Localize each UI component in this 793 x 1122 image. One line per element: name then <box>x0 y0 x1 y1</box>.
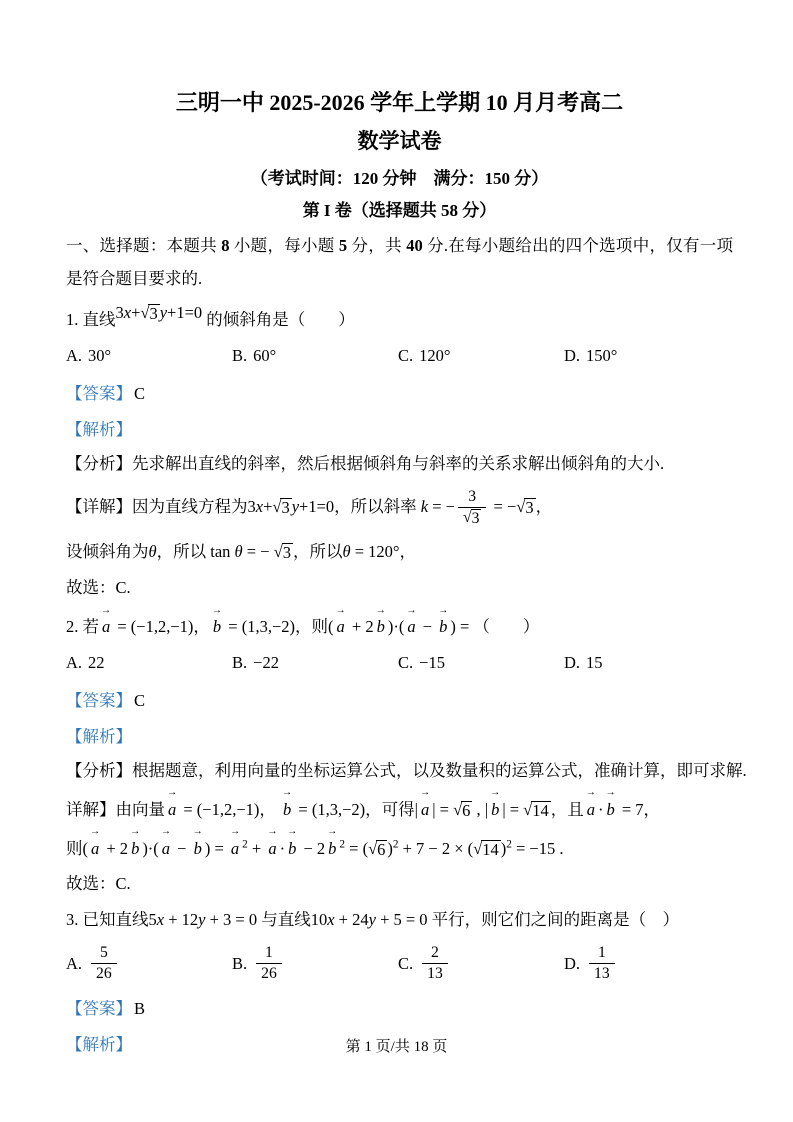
text-run: + 5 = 0 平行，则它们之间的距离是（ ） <box>375 910 680 930</box>
math-variable: y <box>159 303 168 323</box>
q3-stem <box>66 908 733 932</box>
superscript: 2 <box>339 838 346 851</box>
option-value <box>253 344 276 368</box>
text-run: −22 <box>253 652 279 672</box>
answer-label: 【答案】 <box>66 690 132 710</box>
denominator <box>458 508 486 528</box>
vector <box>267 826 278 861</box>
text-run: − <box>173 838 191 858</box>
q1-options <box>66 344 733 368</box>
text-run: 3 <box>468 487 477 505</box>
q2-answer <box>66 687 733 711</box>
radical-icon: √ <box>523 799 533 819</box>
text-run: 10 <box>310 910 328 930</box>
math-variable: y <box>291 496 300 516</box>
text-run: 5 <box>148 910 157 930</box>
vector <box>211 604 223 639</box>
vector-arrow-icon: → <box>211 604 223 616</box>
vector-letter: a <box>230 838 240 858</box>
text-run: ) <box>500 838 507 858</box>
option-a <box>66 344 232 368</box>
text-run: 小题，每小题 <box>229 235 339 255</box>
q2-analysis <box>66 759 747 783</box>
text-run: 3 <box>525 497 534 517</box>
vector-letter: a <box>407 616 416 636</box>
option-c <box>398 344 564 368</box>
option-d <box>564 344 733 368</box>
text-run: = − <box>489 496 517 516</box>
text-run: 3 <box>471 509 480 527</box>
q1-stem <box>66 303 733 332</box>
vector <box>282 787 293 822</box>
fraction <box>589 944 615 983</box>
radicand <box>481 840 501 860</box>
vector <box>490 787 501 822</box>
option-label: D. <box>564 652 581 672</box>
vector-arrow-icon: → <box>192 826 203 838</box>
vector <box>130 826 141 861</box>
text-run: + <box>263 496 273 516</box>
superscript: 2 <box>392 838 399 851</box>
denominator <box>256 964 282 983</box>
option-value <box>419 344 450 368</box>
option-label: C. <box>398 346 414 366</box>
text-run: + <box>131 303 141 323</box>
vector <box>90 826 101 861</box>
vector <box>585 787 596 822</box>
option-value <box>253 651 279 675</box>
text-run: 22 <box>88 652 105 672</box>
text-run: 3. 已知直线 <box>66 910 149 930</box>
vector-letter: a <box>420 799 430 819</box>
option-b <box>232 944 398 983</box>
text-run: 13 <box>594 965 610 983</box>
math-variable: y <box>368 910 376 930</box>
text-run: = 7， <box>617 799 661 819</box>
exam-title: 三明一中 2025-2026 学年上学期 10 月月考高二 <box>175 90 624 115</box>
text-run: | = <box>432 799 454 819</box>
square-root <box>453 801 472 821</box>
radicand <box>524 498 535 518</box>
vector <box>167 787 178 822</box>
text-run: + 2 <box>347 616 374 636</box>
text-run: + 3 = 0 与直线 <box>205 910 311 930</box>
vector-arrow-icon: → <box>335 604 346 616</box>
vector-letter: a <box>168 799 177 819</box>
text-run: + 2 <box>102 838 129 858</box>
answer-label: 【答案】 <box>66 384 132 404</box>
vector-arrow-icon: → <box>585 787 596 799</box>
math-variable: y <box>198 910 206 930</box>
text-run: 5 <box>99 944 108 962</box>
text-run: 60° <box>253 346 277 366</box>
vector-letter: b <box>606 799 615 819</box>
vector <box>335 604 346 639</box>
text-run: +1=0 <box>299 496 335 516</box>
math-variable: x <box>327 910 335 930</box>
vector-arrow-icon: → <box>160 826 172 838</box>
vector-letter: a <box>91 838 100 858</box>
vector-arrow-icon: → <box>438 604 449 616</box>
exam-subtitle: 数学试卷 <box>357 128 442 153</box>
text-run: 分，共 <box>347 235 407 255</box>
radical-icon: √ <box>273 542 283 561</box>
text-run: 2 <box>431 944 439 962</box>
exam-info: （考试时间：120 分钟 满分：150 分） <box>250 168 549 188</box>
text-run: ，所以 tan <box>156 542 235 561</box>
q2-analysis-label <box>66 723 733 747</box>
vector-arrow-icon: → <box>90 826 101 838</box>
vector-letter: a <box>268 838 277 858</box>
vector-arrow-icon: → <box>229 826 241 838</box>
text-run: · <box>279 838 286 858</box>
text-run: )·( <box>142 838 159 858</box>
square-root <box>523 801 551 821</box>
text-run: 【详解】因为直线方程为 <box>66 496 248 516</box>
q1-analysis-label <box>66 416 733 440</box>
vector-arrow-icon: → <box>167 787 178 799</box>
vector-arrow-icon: → <box>419 787 431 799</box>
radicand <box>148 304 159 324</box>
square-root <box>272 498 291 518</box>
text-run: = (1,3,−2)，可得 <box>294 799 415 819</box>
text-run: = −15 . <box>511 838 564 858</box>
math-variable: x <box>255 496 264 516</box>
vector-arrow-icon: → <box>406 604 417 616</box>
analysis-label: 【解析】 <box>66 1035 132 1055</box>
text-run: 150° <box>586 346 618 366</box>
vector-arrow-icon: → <box>282 787 293 799</box>
radical-icon: √ <box>473 838 483 858</box>
option-value <box>586 651 603 675</box>
text-run: − 2 <box>299 838 326 858</box>
q1-analysis <box>66 452 733 476</box>
denominator <box>422 964 448 983</box>
option-b <box>232 344 398 368</box>
q1-solution-line-1 <box>66 488 733 528</box>
math-variable: θ <box>148 542 157 561</box>
option-value <box>419 944 451 983</box>
option-label: A. <box>66 652 83 672</box>
math-variable: θ <box>234 542 243 561</box>
text-run: 详解】由向量 <box>66 799 165 819</box>
vector-letter: a <box>161 838 171 858</box>
text-run: 3 <box>247 496 256 516</box>
vector-arrow-icon: → <box>267 826 278 838</box>
option-label: D. <box>564 346 581 366</box>
raised-formula <box>116 301 203 325</box>
text-run: 14 <box>532 800 549 820</box>
text-run: 故选：C. <box>66 577 131 597</box>
text-run: 【分析】根据题意，利用向量的坐标运算公式，以及数量积的运算公式，准确计算，即可求解. <box>66 760 747 780</box>
text-run: 26 <box>96 965 112 983</box>
vector-arrow-icon: → <box>327 826 338 838</box>
option-label: D. <box>564 953 581 973</box>
radicand <box>471 509 482 528</box>
q3-answer <box>66 995 733 1019</box>
q2-solution-line-2 <box>66 826 733 861</box>
text-run: 40 <box>406 235 423 255</box>
option-a <box>66 651 232 675</box>
radical-icon: √ <box>140 303 150 323</box>
text-run: = 120°， <box>350 542 416 561</box>
vector <box>375 604 386 639</box>
vector <box>419 787 431 822</box>
vector-arrow-icon: → <box>101 604 112 616</box>
vector-arrow-icon: → <box>490 787 501 799</box>
vector-arrow-icon: → <box>287 826 298 838</box>
option-value <box>253 944 285 983</box>
fraction <box>422 944 448 983</box>
vector <box>327 826 338 861</box>
radicand <box>461 801 472 821</box>
vector-letter: b <box>283 799 292 819</box>
q1-answer <box>66 380 733 404</box>
option-value <box>88 651 105 675</box>
option-label: B. <box>232 652 248 672</box>
option-label: A. <box>66 953 83 973</box>
vector-letter: a <box>586 799 595 819</box>
text-run: +1=0 <box>167 303 203 323</box>
numerator <box>458 488 486 508</box>
text-run: + 12 <box>164 910 199 930</box>
text-run: 一、选择题：本题共 <box>66 235 222 255</box>
square-root <box>274 543 293 563</box>
text-run: 则( <box>66 838 88 858</box>
numerator <box>91 944 117 964</box>
option-label: B. <box>232 953 248 973</box>
vector-letter: b <box>288 838 297 858</box>
option-d <box>564 944 733 983</box>
option-c <box>398 651 564 675</box>
text-run: 120° <box>419 346 451 366</box>
text-run: 26 <box>261 965 277 983</box>
option-value <box>419 651 445 675</box>
option-label: A. <box>66 346 83 366</box>
option-c <box>398 944 564 983</box>
vector <box>438 604 449 639</box>
section-heading: 第 I 卷（选择题共 58 分） <box>302 200 497 220</box>
vector-letter: b <box>491 799 500 819</box>
vector-arrow-icon: → <box>605 787 616 799</box>
vector-letter: b <box>328 838 337 858</box>
math-variable: x <box>156 910 165 930</box>
text-run: = − <box>242 542 274 561</box>
denominator <box>91 964 117 983</box>
vector <box>160 826 172 861</box>
math-variable: k <box>420 496 429 516</box>
analysis-label: 【解析】 <box>66 420 132 440</box>
section-intro <box>66 229 733 297</box>
text-run: 5 <box>338 235 348 255</box>
text-run: = − <box>428 496 455 516</box>
denominator <box>589 964 615 983</box>
q1-solution-line-2 <box>66 540 733 564</box>
text-run: ) = <box>204 838 228 858</box>
radical-icon: √ <box>272 496 282 516</box>
option-label: C. <box>398 953 414 973</box>
text-run: 2. 若 <box>66 616 99 636</box>
vector <box>101 604 112 639</box>
answer-value: C <box>134 384 146 404</box>
analysis-label: 【解析】 <box>66 726 132 746</box>
vector <box>605 787 616 822</box>
text-run: 【分析】先求解出直线的斜率，然后根据倾斜角与斜率的关系求解出倾斜角的大小. <box>66 454 665 474</box>
square-root <box>473 840 501 860</box>
text-run: + 7 − 2 × ( <box>398 838 474 858</box>
vector-letter: a <box>102 616 111 636</box>
option-value <box>586 944 618 983</box>
vector <box>287 826 298 861</box>
vector-letter: a <box>336 616 345 636</box>
option-value <box>88 344 111 368</box>
option-label: B. <box>232 346 248 366</box>
vector <box>192 826 203 861</box>
text-run: | <box>414 799 418 819</box>
option-value <box>586 344 617 368</box>
text-run: ，且 <box>550 799 584 819</box>
radical-icon: √ <box>368 838 378 858</box>
radical-icon: √ <box>453 799 463 819</box>
vector-letter: b <box>193 838 202 858</box>
text-run: ( <box>328 616 334 636</box>
vector <box>406 604 417 639</box>
answer-label: 【答案】 <box>66 999 132 1019</box>
square-root <box>516 498 535 518</box>
text-run: ) <box>387 838 393 858</box>
vector-arrow-icon: → <box>375 604 386 616</box>
text-run: 的倾斜角是（ ） <box>202 310 355 330</box>
text-run: · <box>597 799 604 819</box>
vector-arrow-icon: → <box>130 826 141 838</box>
option-b <box>232 651 398 675</box>
page-footer: 第 1 页/共 18 页 <box>345 1039 448 1055</box>
text-run: 1 <box>597 944 606 962</box>
text-run: ，所以斜率 <box>334 496 421 516</box>
text-run: 8 <box>221 235 230 255</box>
superscript: 2 <box>506 838 512 851</box>
text-run: )·( <box>387 616 405 636</box>
text-run: = (−1,2,−1)， <box>179 799 281 819</box>
text-run: 6 <box>377 839 386 859</box>
vector-letter: b <box>376 616 385 636</box>
square-root <box>368 840 387 860</box>
radical-icon: √ <box>516 496 526 516</box>
vector <box>229 826 241 861</box>
math-variable: x <box>123 303 132 323</box>
radical-icon: √ <box>462 508 472 526</box>
text-run: 1. 直线 <box>66 310 116 330</box>
vector-letter: b <box>439 616 448 636</box>
text-run: | = <box>502 799 524 819</box>
text-run: 13 <box>427 965 443 983</box>
text-run: = (−1,2,−1)， <box>113 616 210 636</box>
q1-conclusion <box>66 576 733 600</box>
option-a <box>66 944 232 983</box>
radicand <box>280 498 291 518</box>
option-d <box>564 651 733 675</box>
answer-value: C <box>134 690 146 710</box>
text-run: 故选：C. <box>66 874 131 894</box>
radicand <box>531 801 551 821</box>
text-run: + <box>247 838 266 858</box>
text-run: 30° <box>88 346 112 366</box>
q2-options <box>66 651 733 675</box>
text-run: ，所以 <box>292 542 343 561</box>
text-run: 14 <box>482 839 499 859</box>
option-label: C. <box>398 652 414 672</box>
text-run: ， <box>535 496 553 516</box>
numerator <box>256 944 282 964</box>
square-root <box>463 509 481 528</box>
text-run: 3 <box>282 543 291 562</box>
fraction <box>458 488 486 528</box>
text-run: 分.在每小题给出的四个选项中，仅有一项是符合题目要求的. <box>66 235 734 289</box>
q3-options <box>66 944 733 983</box>
text-run: 3 <box>115 303 124 323</box>
q2-stem <box>66 604 733 639</box>
text-run: 1 <box>265 944 273 962</box>
text-run: + 24 <box>334 910 369 930</box>
q2-conclusion <box>66 872 733 896</box>
square-root <box>140 304 159 324</box>
text-run: 3 <box>149 304 158 324</box>
q2-solution-line-1 <box>66 787 733 822</box>
text-run: 15 <box>586 652 603 672</box>
option-value <box>88 944 120 983</box>
vector-letter: b <box>212 616 222 636</box>
text-run: = (1,3,−2)，则 <box>224 616 329 636</box>
text-run: 6 <box>462 800 471 820</box>
text-run: −15 <box>419 652 445 672</box>
radicand <box>376 840 387 860</box>
text-run: = ( <box>345 838 369 858</box>
text-run: − <box>418 616 437 636</box>
math-variable: θ <box>342 542 351 561</box>
text-run: 设倾斜角为 <box>66 542 149 561</box>
answer-value: B <box>134 999 146 1019</box>
fraction <box>91 944 117 983</box>
text-run: ) = （ ） <box>450 616 540 636</box>
text-run: , | <box>472 799 489 819</box>
superscript: 2 <box>242 838 248 851</box>
radicand <box>282 543 293 563</box>
numerator <box>422 944 448 964</box>
text-run: 3 <box>281 497 290 517</box>
fraction <box>256 944 282 983</box>
numerator <box>589 944 615 964</box>
vector-letter: b <box>131 838 140 858</box>
